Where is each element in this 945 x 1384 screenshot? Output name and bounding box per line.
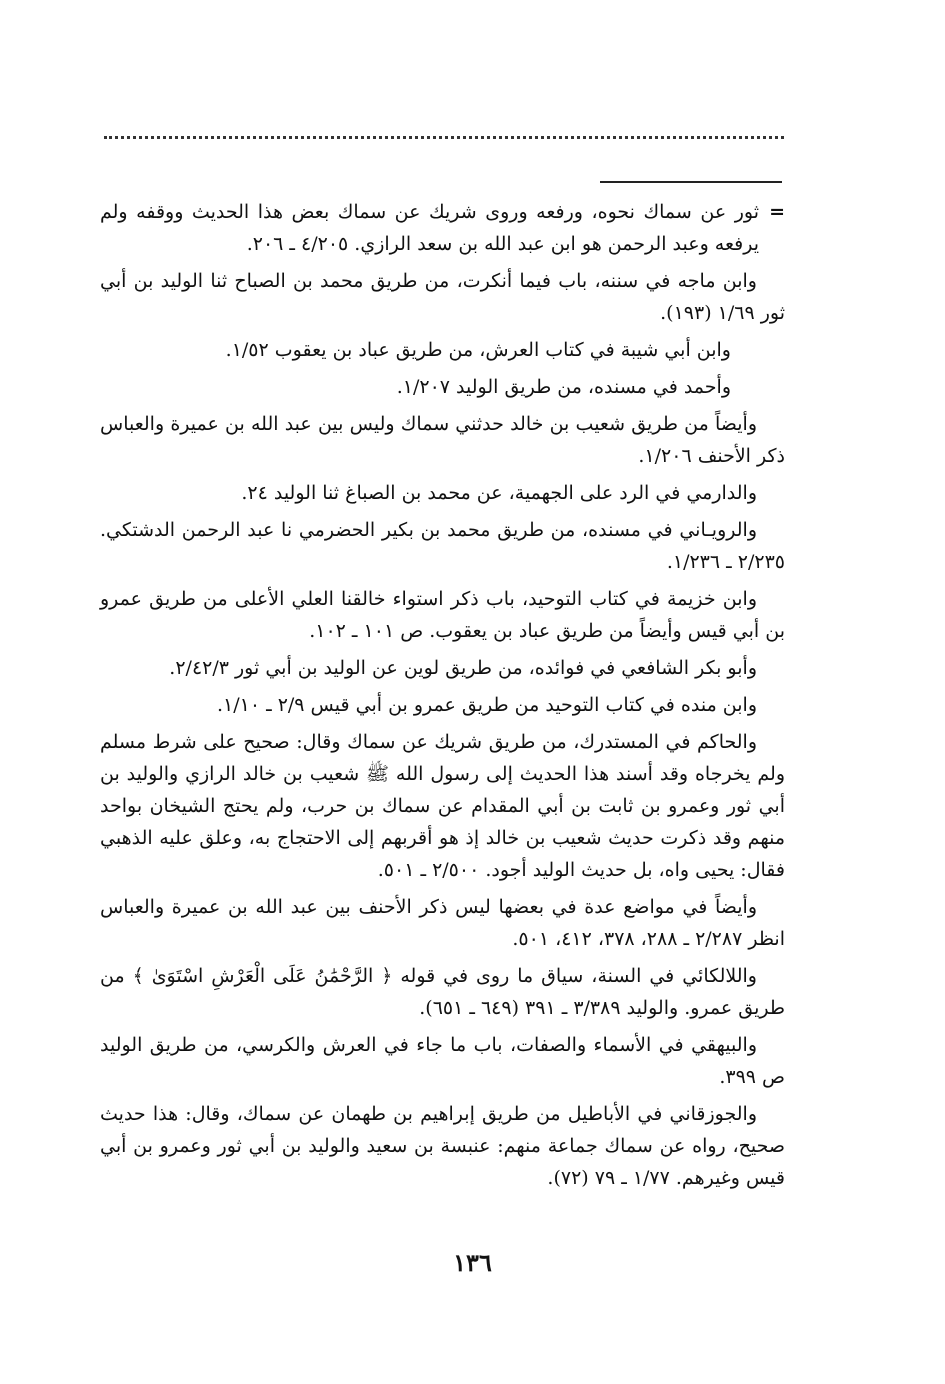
footnote-paragraph-2: وابن ماجه في سننه، باب فيما أنكرت، من طريق محمد بن الصباح ثنا الوليد بن أبي ثور ١/٦٩ (١٩٣).	[100, 270, 785, 324]
footnote-paragraph-13: واللالكائي في السنة، سياق ما روى في قوله ﴿ الرَّحْمَٰنُ عَلَى الْعَرْشِ اسْتَوَىٰ ﴾ من طريق عمرو. والوليد ٣/٣٨٩ ـ ٣٩١ (٦٤٩ ـ ٦٥١).	[100, 965, 785, 1019]
dotted-separator	[104, 136, 784, 159]
footnote-paragraph-9: وأبو بكر الشافعي في فوائده، من طريق لوين عن الوليد بن أبي ثور ٢/٤٢/٣.	[169, 657, 757, 679]
footnote-paragraph-3: وابن أبي شيبة في كتاب العرش، من طريق عباد بن يعقوب ١/٥٢.	[225, 339, 731, 361]
footnote-paragraph-7: والرويـاني في مسنده، من طريق محمد بن بكير الحضرمي نا عبد الرحمن الدشتكي. ٢/٢٣٥ ـ ١/٢٣٦.	[100, 519, 785, 573]
footnote-paragraph-15: والجوزقاني في الأباطيل من طريق إبراهيم بن طهمان عن سماك، وقال: هذا حديث صحيح، رواه عن سماك جماعة منهم: عنبسة بن سعيد والوليد بن أبي ثور وعمرو بن أبي قيس وغيرهم. ١/٧٧ ـ ٧٩ (٧٢).	[100, 1103, 785, 1189]
footnote-paragraph-10: وابن منده في كتاب التوحيد من طريق عمرو بن أبي قيس ٢/٩ ـ ١/١٠.	[216, 694, 757, 716]
continuation-mark: =	[769, 201, 785, 223]
footnote-rule	[600, 181, 782, 183]
footnote-paragraph-12: وأيضاً في مواضع عدة في بعضها ليس ذكر الأحنف بين عبد الله بن عميرة والعباس انظر ٢/٢٨٧ ـ ٢٨٨، ٣٧٨، ٤١٢، ٥٠١.	[100, 896, 785, 950]
footnote-paragraph-11: والحاكم في المستدرك، من طريق شريك عن سماك وقال: صحيح على شرط مسلم ولم يخرجاه وقد أسند هذا الحديث إلى رسول الله ﷺ شعيب بن خالد الرازي والوليد بن أبي ثور وعمرو بن ثابت بن أبي المقدام عن سماك بن حرب، ولم يحتج الشيخان بواحد منهم وقد ذكرت حديث شعيب بن خالد إذ هو أقربهم إلى الاحتجاج به، وعلق عليه الذهبي فقال: يحيى واه، بل حديث الوليد أجود. ٢/٥٠٠ ـ ٥٠١.	[100, 731, 785, 881]
footnote-paragraph-1-text: ثور عن سماك نحوه، ورفعه وروى شريك عن سماك بعض هذا الحديث ووقفه ولم يرفعه وعبد الرحمن هو ابن عبد الله بن سعد الرازي. ٤/٢٠٥ ـ ٢٠٦.	[100, 201, 759, 255]
footnote-paragraph-8: وابن خزيمة في كتاب التوحيد، باب ذكر استواء خالقنا العلي الأعلى من طريق عمرو بن أبي قيس وأيضاً من طريق عباد بن يعقوب. ص ١٠١ ـ ١٠٢.	[100, 588, 785, 642]
page-number: ١٣٦	[453, 1248, 492, 1277]
footnote-paragraph-5: وأيضاً من طريق شعيب بن خالد حدثني سماك وليس بين عبد الله بن عميرة والعباس ذكر الأحنف ١/٢٠٦.	[100, 413, 785, 467]
footnote-paragraph-6: والدارمي في الرد على الجهمية، عن محمد بن الصباغ ثنا الوليد ٢٤.	[241, 482, 757, 504]
footnote-paragraph-4: وأحمد في مسنده، من طريق الوليد ١/٢٠٧.	[396, 376, 731, 398]
footnote-paragraph-1	[100, 196, 785, 260]
footnote-body	[100, 196, 785, 1199]
footnote-paragraph-14: والبيهقي في الأسماء والصفات، باب ما جاء في العرش والكرسي، من طريق الوليد ص ٣٩٩.	[100, 1034, 785, 1088]
